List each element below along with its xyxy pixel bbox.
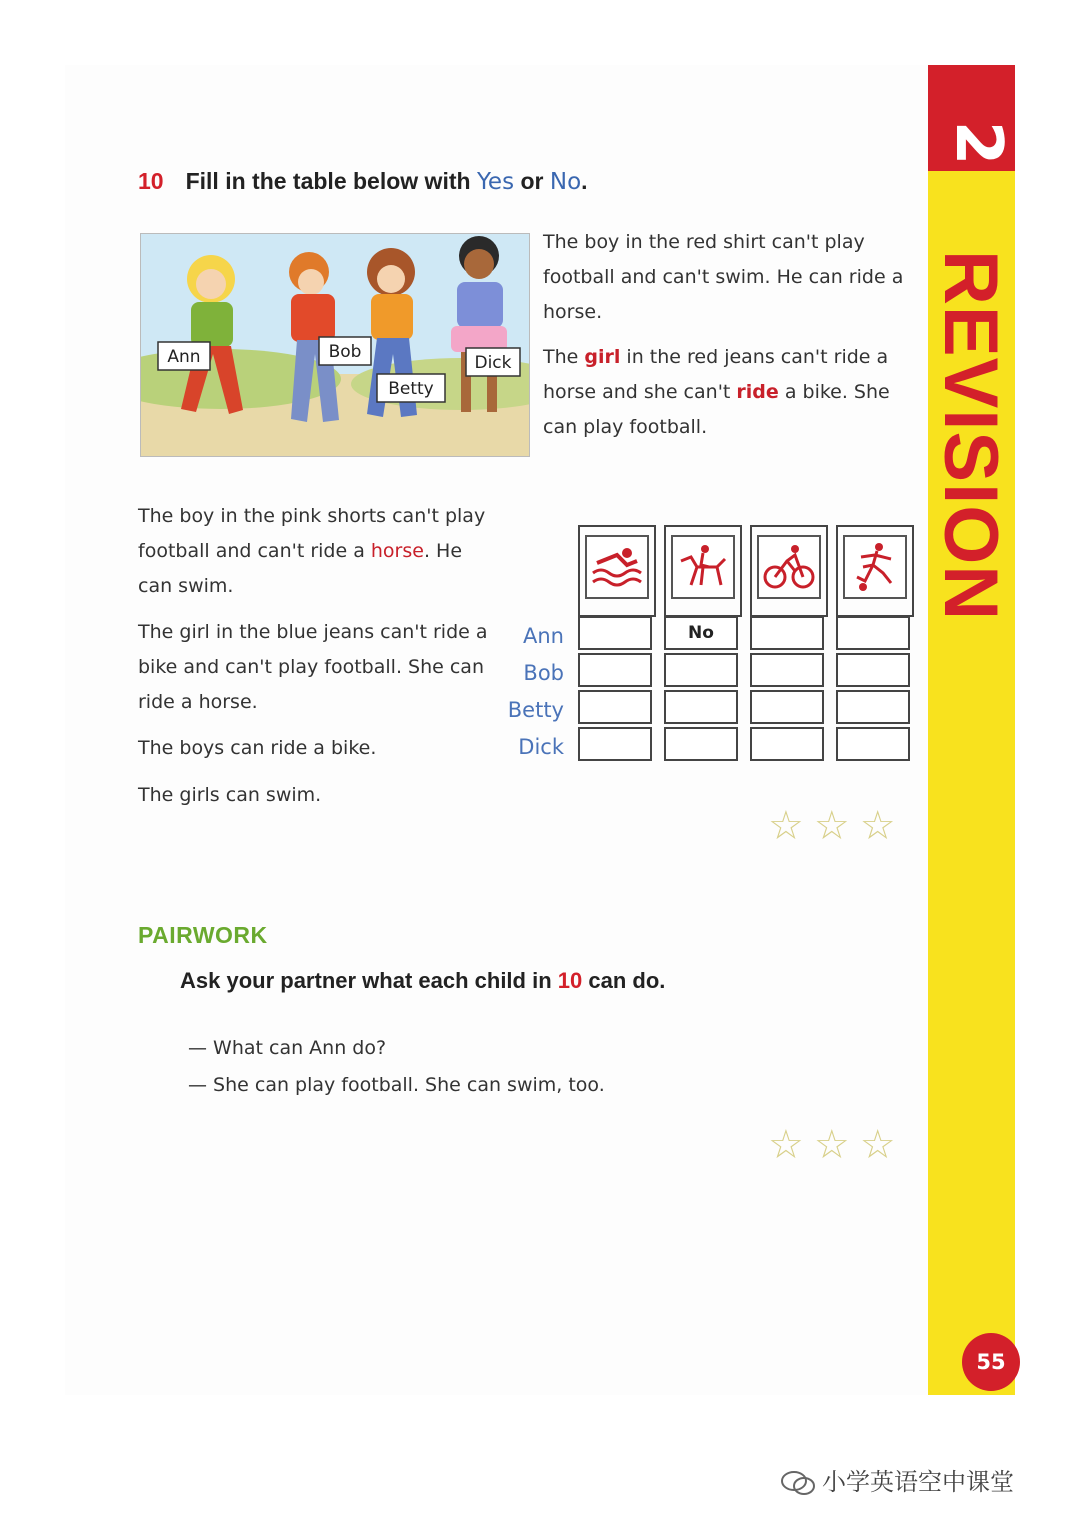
row-label-bob: Bob bbox=[523, 661, 564, 685]
clue-2: The girl in the red jeans can't ride a horse and she can't ride a bike. She can play football. bbox=[543, 346, 890, 438]
cell-betty-bike[interactable] bbox=[750, 690, 824, 724]
exercise-number: 10 bbox=[138, 168, 164, 194]
cell-betty-swim[interactable] bbox=[578, 690, 652, 724]
rating-stars-2[interactable]: ☆☆☆ bbox=[768, 1122, 906, 1168]
betty-tag: Betty bbox=[388, 379, 434, 399]
cell-ann-football[interactable] bbox=[836, 616, 910, 650]
cell-betty-football[interactable] bbox=[836, 690, 910, 724]
watermark bbox=[780, 1462, 1014, 1497]
clue-3: The boy in the pink shorts can't play football and can't ride a horse. He can swim. bbox=[138, 505, 486, 597]
revision-label: REVISION bbox=[928, 250, 1013, 622]
unit-number: 2 bbox=[941, 120, 1015, 166]
cell-ann-horse[interactable]: No bbox=[664, 616, 738, 650]
children-illustration bbox=[140, 233, 530, 457]
cell-bob-football[interactable] bbox=[836, 653, 910, 687]
swim-icon bbox=[585, 535, 649, 599]
column-cycling bbox=[750, 525, 828, 617]
cell-dick-football[interactable] bbox=[836, 727, 910, 761]
dick-tag: Dick bbox=[474, 353, 512, 373]
page-number: 55 bbox=[976, 1350, 1006, 1374]
cell-bob-swim[interactable] bbox=[578, 653, 652, 687]
page-number-badge bbox=[962, 1333, 1020, 1391]
horse-riding-icon bbox=[671, 535, 735, 599]
or-word: or bbox=[520, 168, 544, 194]
clue-4: The girl in the blue jeans can't ride a bike and can't play football. She can ride a horse. bbox=[138, 621, 488, 713]
ann-tag: Ann bbox=[167, 347, 201, 367]
football-icon bbox=[843, 535, 907, 599]
clue-1: The boy in the red shirt can't play football and can't swim. He can ride a horse. bbox=[543, 231, 904, 323]
dialog-answer: — She can play football. She can swim, too. bbox=[188, 1074, 605, 1096]
row-label-ann: Ann bbox=[523, 624, 564, 648]
yes-word: Yes bbox=[476, 169, 515, 195]
cell-ann-swim[interactable] bbox=[578, 616, 652, 650]
exercise-title bbox=[138, 168, 588, 195]
clue-5: The boys can ride a bike. bbox=[138, 737, 377, 759]
column-swim bbox=[578, 525, 656, 617]
row-label-betty: Betty bbox=[507, 698, 564, 722]
dialog-question: — What can Ann do? bbox=[188, 1037, 387, 1059]
cell-dick-bike[interactable] bbox=[750, 727, 824, 761]
column-horse bbox=[664, 525, 742, 617]
cell-betty-horse[interactable] bbox=[664, 690, 738, 724]
bob-tag: Bob bbox=[328, 342, 362, 362]
clue-6: The girls can swim. bbox=[138, 784, 322, 806]
watermark-text: 小学英语空中课堂 bbox=[822, 1468, 1014, 1496]
cell-dick-swim[interactable] bbox=[578, 727, 652, 761]
row-label-dick: Dick bbox=[518, 735, 564, 759]
cell-ann-bike[interactable] bbox=[750, 616, 824, 650]
children-drawing bbox=[141, 234, 529, 456]
pairwork-heading: PAIRWORK bbox=[138, 922, 268, 948]
pairwork-instruction: Ask your partner what each child in 10 can do. bbox=[180, 968, 666, 993]
rating-stars-1[interactable]: ☆☆☆ bbox=[768, 803, 906, 849]
cell-dick-horse[interactable] bbox=[664, 727, 738, 761]
column-football bbox=[836, 525, 914, 617]
cell-bob-bike[interactable] bbox=[750, 653, 824, 687]
revision-sidebar bbox=[928, 65, 1015, 1395]
wechat-logo-icon bbox=[780, 1470, 816, 1496]
cell-bob-horse[interactable] bbox=[664, 653, 738, 687]
no-word: No bbox=[549, 169, 582, 195]
cycling-icon bbox=[757, 535, 821, 599]
title-period: . bbox=[581, 168, 588, 194]
instruction-text: Fill in the table below with bbox=[185, 168, 471, 194]
